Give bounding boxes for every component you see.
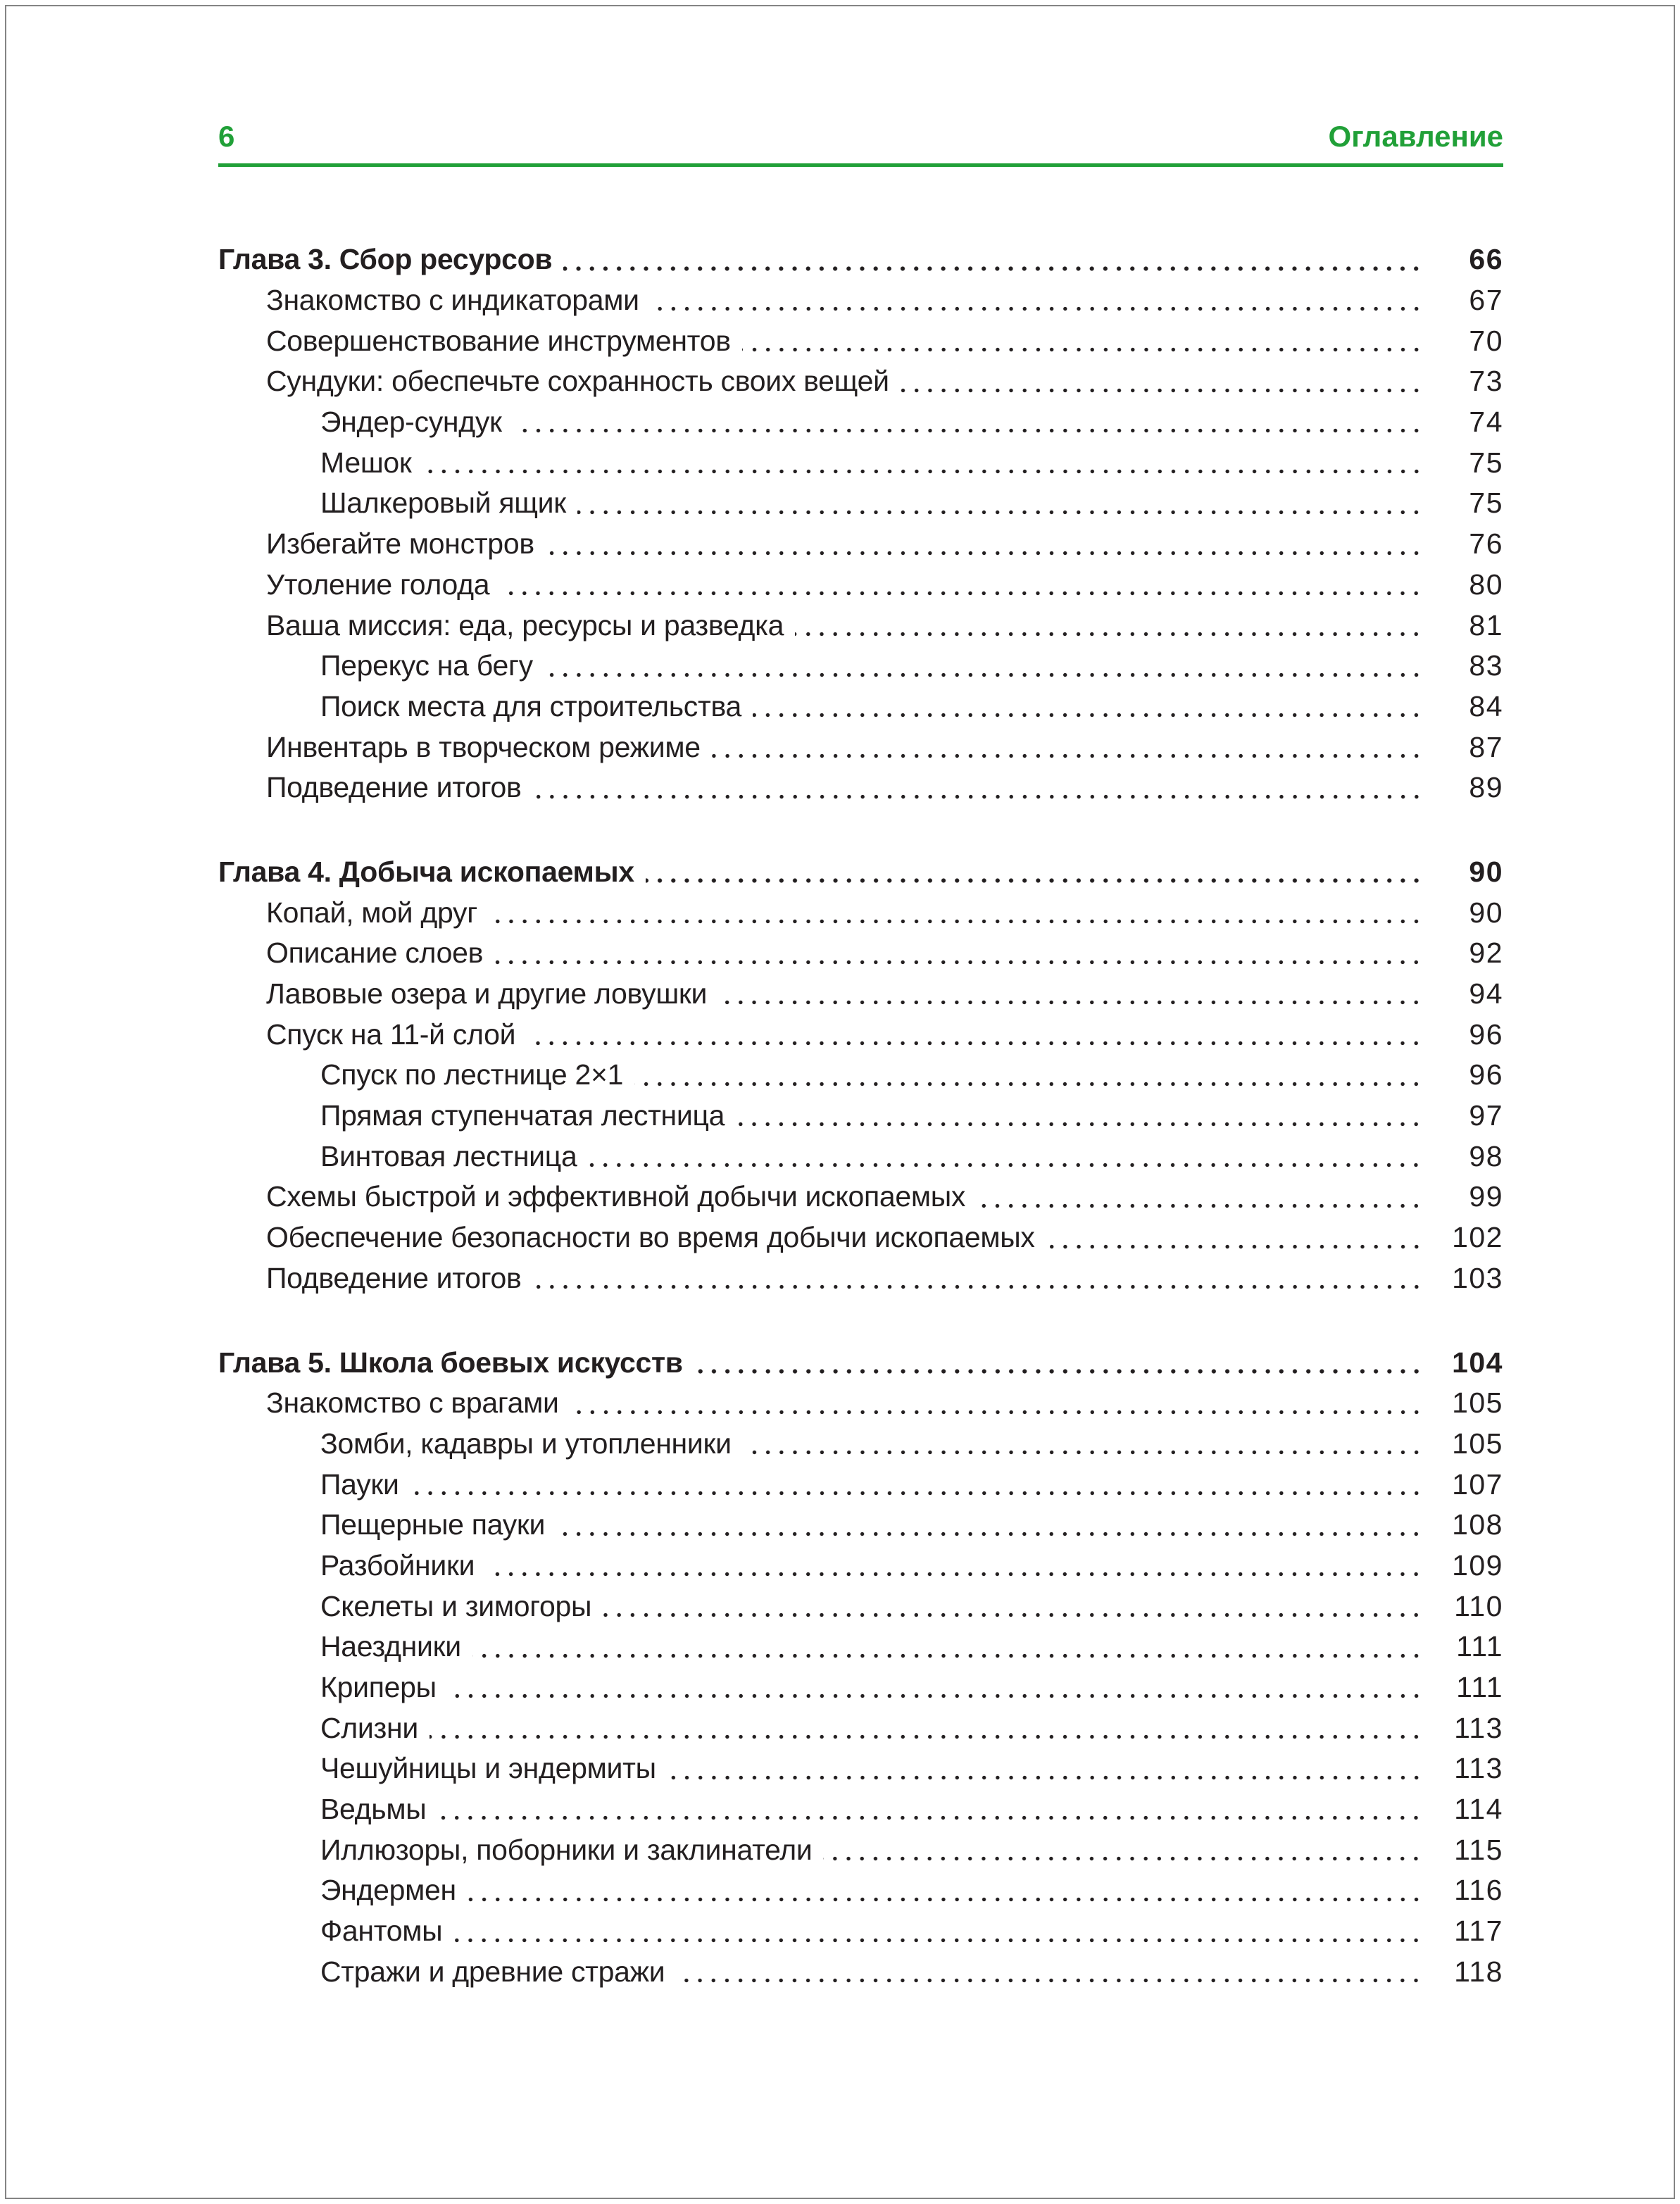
dot-leader	[603, 1586, 1423, 1627]
toc-entry-row	[218, 565, 1503, 606]
toc-entry-page-number: 117	[1454, 1915, 1503, 1948]
toc-entry-page-number: 98	[1469, 1139, 1503, 1172]
toc-entry-label: Сундуки: обеспечьте сохранность своих вещей	[266, 365, 889, 398]
toc-entry-label: Ваша миссия: еда, ресурсы и разведка	[266, 608, 784, 641]
toc-entry-page-number: 94	[1469, 977, 1503, 1010]
toc-entry-label: Спуск по лестнице 2×1	[320, 1058, 624, 1091]
toc-entry-label: Мешок	[320, 446, 412, 479]
toc-entry-row	[218, 892, 1503, 933]
toc-entry-label: Ведьмы	[320, 1793, 427, 1826]
toc-entry-label: Поиск места для строительства	[320, 689, 741, 722]
toc-entry-label: Стражи и древние стражи	[320, 1955, 665, 1988]
dot-leader	[676, 1952, 1423, 1993]
toc-entry-row	[218, 768, 1503, 808]
toc-entry-row	[218, 442, 1503, 483]
toc-entry-row	[218, 687, 1503, 727]
toc-entry-row	[218, 1383, 1503, 1424]
toc-entry-row	[218, 1096, 1503, 1137]
toc-entry-label: Эндермен	[320, 1874, 456, 1907]
toc-entry-label: Схемы быстрой и эффективной добычи ископаемых	[266, 1180, 966, 1213]
dot-leader	[742, 320, 1423, 361]
dot-leader	[743, 1424, 1423, 1465]
toc-entry-label: Прямая ступенчатая лестница	[320, 1099, 725, 1132]
dot-leader	[546, 524, 1423, 565]
dot-leader	[901, 361, 1423, 402]
running-head	[218, 119, 1503, 167]
toc-entry-label: Спуск на 11-й слой	[266, 1018, 516, 1051]
toc-chapter-page-number: 66	[1469, 243, 1503, 276]
dot-leader	[694, 1342, 1423, 1383]
toc-entry-row	[218, 1708, 1503, 1748]
toc-section	[218, 1342, 1503, 1992]
toc-entry-page-number: 96	[1469, 1058, 1503, 1091]
toc-entry-label: Винтовая лестница	[320, 1139, 577, 1172]
toc-entry-row	[218, 483, 1503, 524]
toc-entry-label: Эндер-сундук	[320, 406, 502, 439]
toc-entry-page-number: 114	[1454, 1793, 1503, 1826]
toc-chapter-title: Глава 5. Школа боевых искусств	[218, 1346, 683, 1379]
toc-entry-row	[218, 1586, 1503, 1627]
dot-leader	[448, 1667, 1423, 1708]
toc-entry-row	[218, 1546, 1503, 1586]
toc-entry-page-number: 74	[1469, 406, 1503, 439]
toc-entry-label: Разбойники	[320, 1548, 475, 1582]
dot-leader	[501, 565, 1423, 606]
dot-leader	[718, 974, 1423, 1015]
toc-entry-page-number: 102	[1452, 1221, 1503, 1254]
toc-entry-row	[218, 1829, 1503, 1870]
dot-leader	[453, 1911, 1423, 1952]
toc-entry-page-number: 97	[1469, 1099, 1503, 1132]
dot-leader	[513, 402, 1423, 443]
dot-leader	[712, 727, 1423, 768]
toc-entry-row	[218, 1258, 1503, 1299]
dot-leader	[489, 892, 1423, 933]
dot-leader	[795, 605, 1423, 646]
toc-entry-page-number: 110	[1454, 1589, 1503, 1622]
toc-entry-label: Криперы	[320, 1671, 437, 1704]
toc-entry-row	[218, 524, 1503, 565]
toc-entry-row	[218, 1177, 1503, 1217]
toc-entry-page-number: 96	[1469, 1018, 1503, 1051]
toc-entry-row	[218, 1014, 1503, 1055]
toc-entry-row	[218, 1136, 1503, 1177]
toc-entry-label: Избегайте монстров	[266, 527, 534, 561]
dot-leader	[753, 687, 1423, 727]
dot-leader	[563, 239, 1423, 280]
dot-leader	[634, 1055, 1423, 1096]
toc-chapter-row	[218, 852, 1503, 893]
dot-leader	[533, 768, 1423, 808]
toc-section	[218, 852, 1503, 1299]
toc-entry-row	[218, 646, 1503, 687]
toc-entry-page-number: 80	[1469, 568, 1503, 601]
toc-entry-row	[218, 1748, 1503, 1789]
toc-chapter-title: Глава 4. Добыча ископаемых	[218, 855, 634, 888]
toc-entry-row	[218, 1627, 1503, 1667]
toc-entry-page-number: 107	[1452, 1467, 1503, 1501]
toc-entry-page-number: 67	[1469, 284, 1503, 317]
toc-entry-row	[218, 605, 1503, 646]
toc-entry-page-number: 111	[1456, 1630, 1503, 1663]
toc-entry-row	[218, 933, 1503, 974]
toc-entry-label: Инвентарь в творческом режиме	[266, 730, 701, 763]
dot-leader	[667, 1748, 1423, 1789]
dot-leader	[556, 1505, 1423, 1546]
toc-entry-row	[218, 1952, 1503, 1993]
toc-entry-page-number: 105	[1452, 1386, 1503, 1420]
toc-entry-label: Иллюзоры, поборники и заклинатели	[320, 1833, 813, 1866]
dot-leader	[410, 1464, 1423, 1505]
toc-entry-label: Обеспечение безопасности во время добычи ископаемых	[266, 1221, 1035, 1254]
toc-entry-label: Наездники	[320, 1630, 461, 1663]
toc-entry-page-number: 103	[1452, 1261, 1503, 1294]
toc-entry-page-number: 83	[1469, 649, 1503, 682]
toc-chapter-row	[218, 239, 1503, 280]
toc-entry-page-number: 75	[1469, 446, 1503, 479]
toc-entry-page-number: 84	[1469, 689, 1503, 722]
toc-entry-row	[218, 1505, 1503, 1546]
dot-leader	[468, 1870, 1423, 1911]
toc-entry-page-number: 89	[1469, 771, 1503, 804]
toc-entry-row	[218, 402, 1503, 443]
toc-entry-label: Копай, мой друг	[266, 896, 477, 929]
toc-entry-label: Лавовые озера и другие ловушки	[266, 977, 708, 1010]
toc-entry-page-number: 81	[1469, 608, 1503, 641]
dot-leader	[823, 1829, 1423, 1870]
toc-entry-row	[218, 1789, 1503, 1830]
dot-leader	[437, 1789, 1423, 1830]
page	[5, 5, 1675, 2199]
dot-leader	[527, 1014, 1423, 1055]
dot-leader	[736, 1096, 1423, 1137]
toc-entry-label: Пауки	[320, 1467, 399, 1501]
toc-entry-page-number: 113	[1454, 1711, 1503, 1744]
toc-entry-page-number: 87	[1469, 730, 1503, 763]
toc-entry-row	[218, 1911, 1503, 1952]
toc-entry-page-number: 75	[1469, 487, 1503, 520]
dot-leader	[977, 1177, 1423, 1217]
dot-leader	[588, 1136, 1423, 1177]
dot-leader	[544, 646, 1423, 687]
toc-entry-page-number: 73	[1469, 365, 1503, 398]
toc-entry-row	[218, 727, 1503, 768]
toc-entry-label: Совершенствование инструментов	[266, 324, 731, 357]
dot-leader	[472, 1627, 1423, 1667]
toc-chapter-page-number: 90	[1469, 855, 1503, 888]
toc-entry-label: Фантомы	[320, 1915, 443, 1948]
dot-leader	[486, 1546, 1423, 1586]
toc-entry-row	[218, 974, 1503, 1015]
dot-leader	[651, 280, 1423, 321]
toc-entry-label: Слизни	[320, 1711, 418, 1744]
dot-leader	[1046, 1217, 1423, 1258]
toc-entry-label: Подведение итогов	[266, 771, 522, 804]
toc-entry-row	[218, 1217, 1503, 1258]
toc-entry-label: Утоление голода	[266, 568, 490, 601]
toc-entry-row	[218, 1055, 1503, 1096]
folio-page-number: 6	[218, 120, 235, 153]
toc-entry-page-number: 116	[1454, 1874, 1503, 1907]
toc-entry-page-number: 99	[1469, 1180, 1503, 1213]
toc-entry-row	[218, 1667, 1503, 1708]
toc-entry-page-number: 113	[1454, 1752, 1503, 1785]
toc-entry-row	[218, 280, 1503, 321]
toc-entry-label: Чешуйницы и эндермиты	[320, 1752, 656, 1785]
toc-entry-row	[218, 361, 1503, 402]
toc-entry-page-number: 109	[1452, 1548, 1503, 1582]
toc-entry-page-number: 105	[1452, 1427, 1503, 1460]
toc-entry-page-number: 108	[1452, 1508, 1503, 1541]
toc-entry-label: Шалкеровый ящик	[320, 487, 566, 520]
toc-entry-page-number: 115	[1454, 1833, 1503, 1866]
toc-chapter-title: Глава 3. Сбор ресурсов	[218, 243, 553, 276]
dot-leader	[577, 483, 1423, 524]
toc-entry-page-number: 70	[1469, 324, 1503, 357]
toc-entry-page-number: 90	[1469, 896, 1503, 929]
toc-entry-page-number: 92	[1469, 937, 1503, 970]
toc-entry-label: Пещерные пауки	[320, 1508, 546, 1541]
table-of-contents	[218, 239, 1503, 1992]
toc-entry-page-number: 118	[1454, 1955, 1503, 1988]
dot-leader	[646, 852, 1423, 893]
dot-leader	[423, 442, 1423, 483]
running-head-title: Оглавление	[1328, 120, 1503, 153]
toc-chapter-page-number: 104	[1452, 1346, 1503, 1379]
toc-entry-row	[218, 1870, 1503, 1911]
toc-section	[218, 239, 1503, 808]
toc-chapter-row	[218, 1342, 1503, 1383]
dot-leader	[570, 1383, 1423, 1424]
toc-entry-row	[218, 1464, 1503, 1505]
toc-entry-row	[218, 1424, 1503, 1465]
dot-leader	[494, 933, 1423, 974]
toc-entry-page-number: 76	[1469, 527, 1503, 561]
toc-entry-page-number: 111	[1456, 1671, 1503, 1704]
toc-entry-row	[218, 320, 1503, 361]
dot-leader	[533, 1258, 1423, 1299]
toc-entry-label: Знакомство с врагами	[266, 1386, 559, 1420]
toc-entry-label: Подведение итогов	[266, 1261, 522, 1294]
toc-entry-label: Зомби, кадавры и утопленники	[320, 1427, 732, 1460]
toc-entry-label: Скелеты и зимогоры	[320, 1589, 592, 1622]
toc-entry-label: Перекус на бегу	[320, 649, 533, 682]
dot-leader	[430, 1708, 1423, 1748]
toc-entry-label: Знакомство с индикаторами	[266, 284, 639, 317]
toc-entry-label: Описание слоев	[266, 937, 484, 970]
